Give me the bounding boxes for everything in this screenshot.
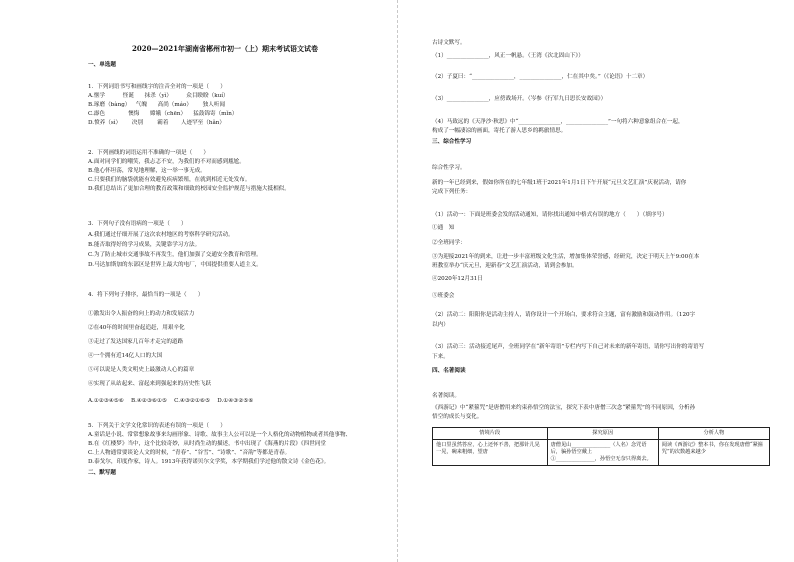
table-header: 探究原因 <box>547 428 658 440</box>
activity-2b: 以内） <box>432 322 449 328</box>
classics-para-a: 《西游记》中“紧箍咒”是唐僧用来约束孙悟空的法宝，探究下表中唐僧三次念“紧箍咒”的不同原因，分析孙 <box>432 405 696 411</box>
comp-para-b: 完成下列任务： <box>432 189 472 195</box>
q2-stem: 2．下列画线的词语运用不准确的一项是（ ） <box>88 150 210 156</box>
notice-1: ①通 知 <box>432 225 455 231</box>
notice-3b: 班教室举办“庆元旦，迎新春”文艺汇演活动，请到会参加。 <box>432 263 578 269</box>
table-header: 分析人物 <box>658 428 769 440</box>
notice-5: ⑤班委会 <box>432 293 455 299</box>
classics-table <box>432 427 770 466</box>
activity-1: （1）活动一：下面是班委会发的活动通知，请你找出通知中格式有误的地方（ ）（填序号） <box>432 212 668 218</box>
q5-stem: 5．下列关于文学文化常识的表述有误的一项是（ ） <box>88 423 226 429</box>
q4-item: ②在40年的时间里奋起追赶，用艰辛化 <box>88 325 185 331</box>
table-header: 情境片段 <box>433 428 548 440</box>
section-comprehensive: 三、综合性学习 <box>432 139 472 145</box>
q3-stem: 3．下列句子没有语病的一项是（ ） <box>88 221 187 227</box>
dictation-4b: 构成了一幅凄凉的画面，寄托了游人思乡的羁旅情思。 <box>432 128 567 134</box>
q5-option-c: C.上人物通常要谈论人文的时候，“青春”、“谷雪”、“诗歌”、“音韵”等都是青春。 <box>88 450 291 456</box>
q3-option-b: B.能否取得好的学习成果，关键靠学习方法。 <box>88 242 201 248</box>
activity-3b: 下来。 <box>432 354 449 360</box>
q4-item: ⑥实现了从站起来、富起来到强起来的历史性飞跃 <box>88 381 212 387</box>
dictation-intro: 古诗文默写。 <box>432 40 466 46</box>
comp-intro: 综合性学习。 <box>432 165 466 171</box>
activity-3a: （3）活动三：活动接近尾声，全班同学在“新年寄语”专栏内写下自己对未来的新年寄语，请你写出你的寄语写 <box>432 344 705 350</box>
q1-option-d: D.愤养（sì） 决别 霸着 人迹罕至（hǎn） <box>88 120 225 126</box>
section-classics: 四、名著阅读 <box>432 368 466 374</box>
q4-item: ④一个拥有近14亿人口的大国 <box>88 353 163 359</box>
classics-para-b: 悟空的成长与变化。 <box>432 414 483 420</box>
q5-option-d: D.泰戈尔，印度作家，诗人。1913年获得诺贝尔文学奖，本学期我们学过他的散文诗《金色花》。 <box>88 459 330 465</box>
section-single-choice: 一、单选题 <box>88 62 116 68</box>
q2-option-c: C.只要我们的脑袋就能有效避免疾病繁殖，在就到相近无处发布。 <box>88 177 251 183</box>
q4-stem: 4．将下列句子排序，最恰当的一项是（ ） <box>88 292 204 298</box>
exam-title: 2020—2021年湖南省郴州市初一（上）期末考试语文试卷 <box>132 44 318 53</box>
dictation-3: （3）_______________，应傍战场开。（岑参《行军九日思长安故园》） <box>432 96 607 102</box>
table-cell: 唐僧见山_______________（人名）念咒语后，骗孙悟空戴上 ①_______________，孙悟空无奈只得离去。 <box>547 440 658 466</box>
q2-option-b: B.他心怀坦荡，常见地理解，这一举一事无成。 <box>88 168 206 174</box>
q1-stem: 1．下列词语书写和画线字的注音全对的一项是（ ） <box>88 84 226 90</box>
table-cell: 他口里虽然答应，心上还怀不善，把那针儿晃一晃，碗来粗细，望唐 <box>433 440 548 466</box>
q1-option-a: A.惬学 怪诞 抹杀（yì） 众目睽睽（kuí） <box>88 93 229 99</box>
notice-2: ②全班同学： <box>432 240 466 246</box>
table-cell: 阅读《西游记》整本书，你在发现唐僧“紧箍咒”的次数越来越少 <box>658 440 769 466</box>
dictation-2: （2）子夏曰：“_______________，_______________，仁在其中矣。”（《论语》十二章） <box>432 74 649 80</box>
notice-3a: ③为迎接2021年的到来，让进一步丰富班级文化生活，增加集体荣誉感，经研究，决定于明天上午9:00在本 <box>432 254 700 260</box>
q5-option-a: A.童话是小说、常常想象故事来勾画形象、诗歌、故事主人公可以是一个人格化的动物植物或者其他事物、 <box>88 432 352 438</box>
q4-item: ⑤可以说是人类文明史上最激动人心的篇章 <box>88 367 195 373</box>
table-row <box>433 440 770 466</box>
notice-4: ④2020年12月31日 <box>432 276 483 282</box>
comp-para-a: 新的一年已经到来，假如你所在的七年级1班于2021年1月1日下午开展“元旦文艺汇演”庆祝活动，请你 <box>432 180 687 186</box>
q3-option-c: C.为了防止城市交通事故不再发生，他们加强了交通安全教育和管理。 <box>88 252 262 258</box>
dictation-4a: （4）马致远的《天净沙·秋思》中“_______________，_______________”一句将六种意象组合在一起， <box>432 119 684 125</box>
page-divider <box>397 0 399 562</box>
dictation-1: （1）_______________，风正一帆悬。（王湾《次北固山下》） <box>432 53 584 59</box>
activity-2a: （2）活动二：阳阳你是活动主持人，请你设计一个开场白，要求符合主题，富有激励和鼓动作用。（120字 <box>432 312 696 318</box>
q3-option-d: D.马达加斯加的东部区是世界上最大的电厂，中国提供重要人道主义。 <box>88 262 262 268</box>
section-dictation: 二、默写题 <box>88 470 116 476</box>
q2-option-d: D.我们总结出了更加合理的教育政策和细致的校园安全监护规范与措施大抵相似。 <box>88 186 290 192</box>
q2-option-a: A.面对同学们的嘲笑，我忐忑不安，为我们的不对而感到尴尬。 <box>88 159 245 165</box>
q3-option-a: A.我们通过仔细开展了这次农村地区的考察科学研究活动。 <box>88 232 234 238</box>
q1-option-c: C.霹色 懊悔 嫦娥（chēn） 猛鼓锦寄（mǐn） <box>88 111 238 117</box>
q1-option-b: B.琢磨（bàng） 气魄 高尚（máo） 独人听闻 <box>88 102 226 108</box>
classics-intro: 名著阅读。 <box>432 393 460 399</box>
q5-option-b: B.在《红楼梦》当中，这个比较奇妙，从时尚生动的描述，书中出现了《海燕的片段》《四世同堂 <box>88 441 327 447</box>
table-header-row <box>433 428 770 440</box>
q4-item: ①激发出令人振奋的向上的动力和发展活力 <box>88 311 195 317</box>
q4-item: ③走过了发达国家几百年才走完的道路 <box>88 339 184 345</box>
q4-options: A.①②③④⑤⑥ B.④②③⑥①⑤ C.④③②①⑥⑤ D.①④③②⑤⑥ <box>88 398 254 404</box>
